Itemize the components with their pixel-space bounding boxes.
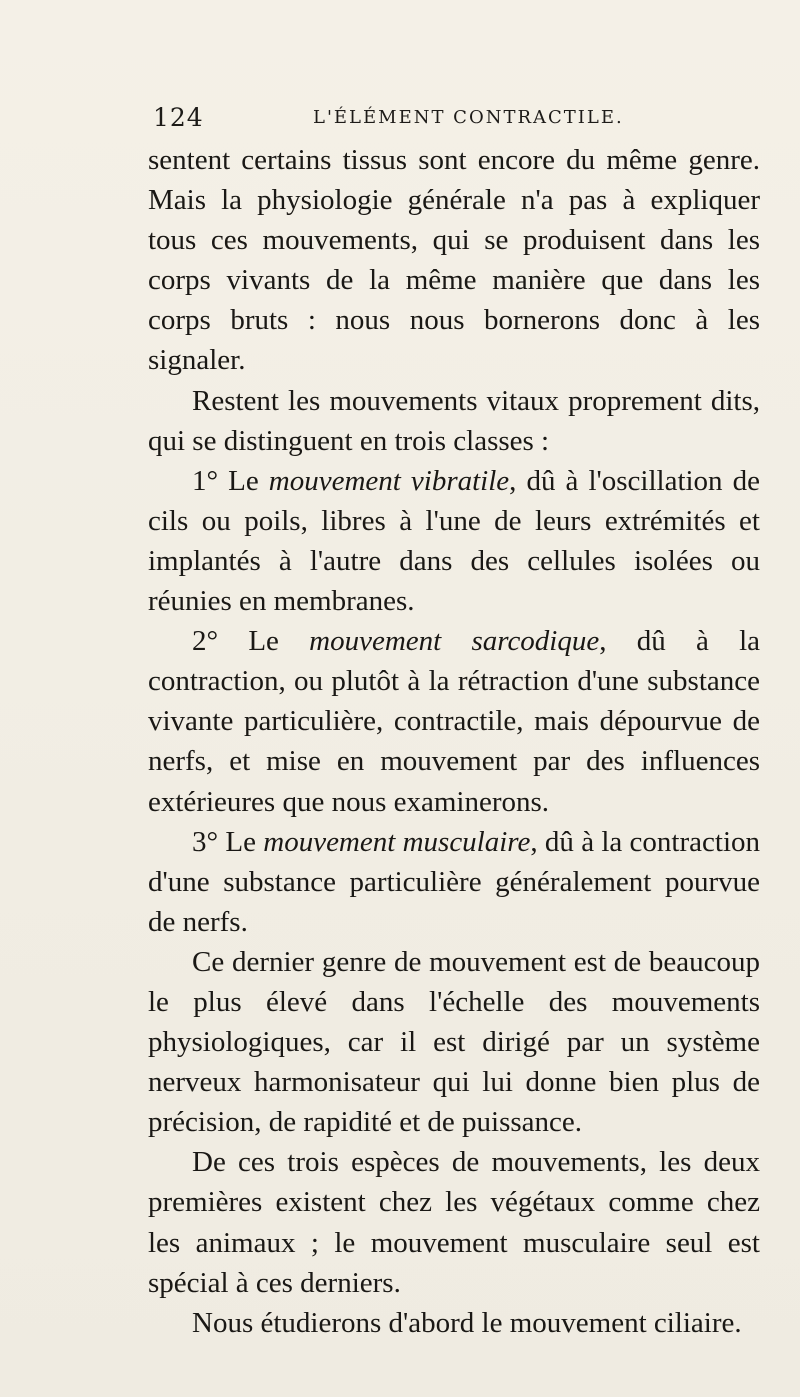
body-text — [148, 140, 760, 1343]
paragraph-4 — [148, 621, 760, 821]
paragraph-5 — [148, 822, 760, 942]
paragraph-4-rest: , dû à la contraction, ou plutôt à la rétraction d'une substance vivante particulière, contractile, mais dépourvue de nerfs, et mise en mouvement par des influences extérieures que nous examinerons. — [148, 625, 760, 818]
paragraph-3-rest: , dû à l'oscillation de cils ou poils, libres à l'une de leurs extrémités et implantés à l'autre dans des cellules isolées ou réunies en membranes. — [148, 464, 760, 618]
paragraph-7: De ces trois espèces de mouvements, les deux premières existent chez les végétaux comme chez les animaux ; le mouvement musculaire seul est spécial à ces derniers. — [148, 1146, 760, 1299]
list-number-1: 1° Le — [192, 464, 269, 497]
page-number: 124 — [153, 103, 204, 132]
list-number-2: 2° Le — [192, 625, 310, 658]
term-vibratile: mouvement vibratile — [268, 464, 510, 497]
paragraph-6: Ce dernier genre de mouvement est de beaucoup le plus élevé dans l'échelle des mouvements physiologiques, car il est dirigé par un système nerveux harmonisateur qui lui donne bien plus de précision, de rapidité et de puissance. — [148, 945, 760, 1139]
paragraph-5-rest: , dû à la contraction d'une substance particulière généralement pourvue de nerfs. — [148, 825, 761, 938]
paragraph-3 — [148, 461, 760, 621]
page-header — [153, 103, 753, 143]
running-head: L'ÉLÉMENT CONTRACTILE. — [313, 107, 624, 128]
list-number-3: 3° Le — [192, 825, 264, 858]
term-musculaire: mouvement musculaire — [263, 825, 531, 858]
term-sarcodique: mouvement sarcodique — [309, 625, 600, 658]
paragraph-2: Restent les mouvements vitaux proprement dits, qui se distinguent en trois classes : — [148, 384, 760, 457]
paragraph-8: Nous étudierons d'abord le mouvement ciliaire. — [192, 1306, 742, 1339]
paragraph-1: sentent certains tissus sont encore du même genre. Mais la physiologie générale n'a pas à expliquer tous ces mouvements, qui se produisent dans les corps vivants de la même manière que dans les corps bruts : nous nous bornerons donc à les signaler. — [148, 144, 760, 377]
